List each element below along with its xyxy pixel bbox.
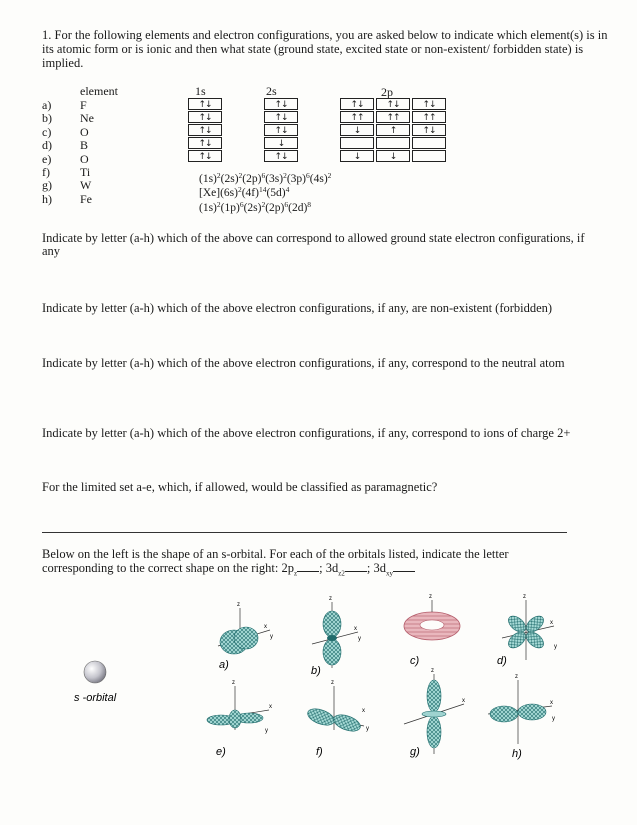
svg-text:x: x [354, 626, 357, 632]
svg-text:y: y [265, 728, 268, 734]
svg-text:x: x [362, 708, 365, 714]
row-letter: e) [42, 151, 52, 166]
row-letter: c) [42, 124, 52, 139]
orbital-box-2s: ↑↓ [264, 124, 298, 136]
shape-label-g: g) [410, 746, 420, 758]
prompt-neutral-atom: Indicate by letter (a-h) which of the above electron configurations, if any, correspond to the neutral atom [42, 356, 565, 370]
svg-text:z: z [237, 602, 240, 608]
config-h: $(1s)^2(1p)^6(2s)^2(2p)^6(2d)^8$ [199, 200, 312, 214]
shape-a [218, 602, 273, 654]
orbital-box-2s: ↑↓ [264, 150, 298, 162]
svg-text:x: x [550, 620, 553, 626]
orbital-box-1s: ↑↓ [188, 98, 222, 110]
orbital-box-2p: ↑↓ [412, 124, 446, 136]
shape-label-f: f) [316, 746, 323, 758]
row-letter: g) [42, 178, 52, 193]
orbital-3dz2: $3d_{z2}$ [325, 561, 345, 578]
row-letter: f) [42, 165, 50, 179]
orbital-3dxy: $3d_{xy}$ [373, 561, 393, 578]
shape-label-h: h) [512, 748, 522, 760]
shape-c [404, 594, 460, 640]
orbital-box-2p: ↑↑ [376, 111, 410, 123]
orbital-box-2p [412, 137, 446, 149]
orbital-box-2p: ↓ [340, 150, 374, 162]
header-1s: 1s [195, 84, 206, 98]
shape-e [207, 680, 272, 734]
svg-text:y: y [366, 726, 369, 732]
orbital-box-2s: ↑↓ [264, 98, 298, 110]
row-element: O [80, 151, 89, 166]
row-letter: h) [42, 191, 52, 206]
orbital-box-1s: ↑↓ [188, 124, 222, 136]
svg-text:y: y [552, 716, 555, 722]
shape-g [404, 668, 465, 754]
row-letter: d) [42, 138, 52, 153]
prompt-paramagnetic: For the limited set a-e, which, if allowed, would be classified as paramagnetic? [42, 480, 438, 494]
orbital-question: Below on the left is the shape of an s-orbital. For each of the orbitals listed, indicate the letter corresponding to the correct shape on the right: $2p_z$ ; $3d_{z2}$ ; $3d_{xy}$ [42, 547, 509, 578]
row-letter: b) [42, 111, 52, 126]
s-orbital-label: s -orbital [74, 692, 117, 704]
shape-f [305, 680, 369, 734]
svg-text:z: z [331, 680, 334, 686]
svg-text:x: x [264, 624, 267, 630]
svg-text:z: z [429, 594, 432, 600]
svg-text:x: x [269, 704, 272, 710]
row-element: Fe [80, 191, 92, 206]
orbital-box-2p: ↑↓ [376, 98, 410, 110]
svg-text:z: z [523, 594, 526, 600]
orbital-box-2p: ↑↑ [340, 111, 374, 123]
orbital-box-1s: ↑↓ [188, 150, 222, 162]
orbital-box-2p [376, 137, 410, 149]
header-2p: 2p [381, 85, 393, 99]
config-g: $[Xe](6s)^2(4f)^{14}(5d)^4$ [199, 185, 290, 199]
svg-text:y: y [270, 634, 273, 640]
header-2s: 2s [266, 84, 277, 98]
shape-h [488, 674, 555, 744]
question-1-text: 1. For the following elements and electron configurations, you are asked below to indicate which element(s) is in its atomic form or is ionic and then what state (ground state, excited state or non-existent/ forbidden state) is implied. [42, 28, 608, 70]
orbital-box-2p: ↓ [340, 124, 374, 136]
orbital-box-2p [412, 150, 446, 162]
orbital-box-2p: ↑↓ [412, 98, 446, 110]
header-element: element [80, 84, 118, 98]
orbital-box-2s: ↓ [264, 137, 298, 149]
config-f: $(1s)^2(2s)^2(2p)^6(3s)^2(3p)^6(4s)^2$ [199, 171, 332, 185]
shape-b [312, 596, 361, 668]
section-divider [42, 532, 567, 533]
orbital-box-2p [340, 137, 374, 149]
answer-blank-2pz[interactable] [297, 561, 319, 572]
row-letter: a) [42, 98, 52, 112]
svg-text:z: z [515, 674, 518, 680]
svg-text:x: x [550, 700, 553, 706]
orbital-2pz: $2p_z$ [281, 561, 298, 578]
orbital-box-2p: ↑ [376, 124, 410, 136]
orbital-box-1s: ↑↓ [188, 111, 222, 123]
shape-label-d: d) [497, 655, 507, 667]
svg-text:y: y [358, 636, 361, 642]
svg-text:z: z [431, 668, 434, 674]
shape-label-e: e) [216, 746, 226, 758]
row-element: O [80, 124, 89, 139]
prompt-forbidden: Indicate by letter (a-h) which of the above electron configurations, if any, are non-existent (forbidden) [42, 301, 553, 315]
orbital-box-2p: ↓ [376, 150, 410, 162]
prompt-ions-2plus: Indicate by letter (a-h) which of the above electron configurations, if any, correspond to ions of charge 2+ [42, 426, 571, 440]
row-element: F [80, 98, 87, 112]
answer-blank-3dxy[interactable] [393, 561, 415, 572]
orbital-shapes-figure [60, 594, 580, 770]
shape-label-a: a) [219, 659, 229, 671]
s-orbital-sphere [84, 661, 106, 683]
orbital-box-2p: ↑↑ [412, 111, 446, 123]
row-element: Ne [80, 111, 94, 126]
orbital-box-1s: ↑↓ [188, 137, 222, 149]
row-element: Ti [80, 165, 91, 179]
orbital-box-2p: ↑↓ [340, 98, 374, 110]
svg-text:z: z [329, 596, 332, 602]
row-element: B [80, 138, 89, 153]
prompt-ground-state: Indicate by letter (a-h) which of the above can correspond to allowed ground state electron configurations, if any [42, 231, 585, 258]
svg-text:x: x [462, 698, 465, 704]
answer-blank-3dz2[interactable] [345, 561, 367, 572]
svg-text:y: y [554, 644, 557, 650]
orbital-box-2s: ↑↓ [264, 111, 298, 123]
shape-label-c: c) [410, 655, 420, 667]
svg-text:z: z [232, 680, 235, 686]
row-element: W [80, 178, 92, 193]
shape-d [502, 594, 557, 660]
orbital-question-text: Below on the left is the shape of an s-orbital. For each of the orbitals listed, indicate the letter corresponding to the correct shape on the right: [42, 547, 509, 575]
shape-label-b: b) [311, 665, 321, 677]
